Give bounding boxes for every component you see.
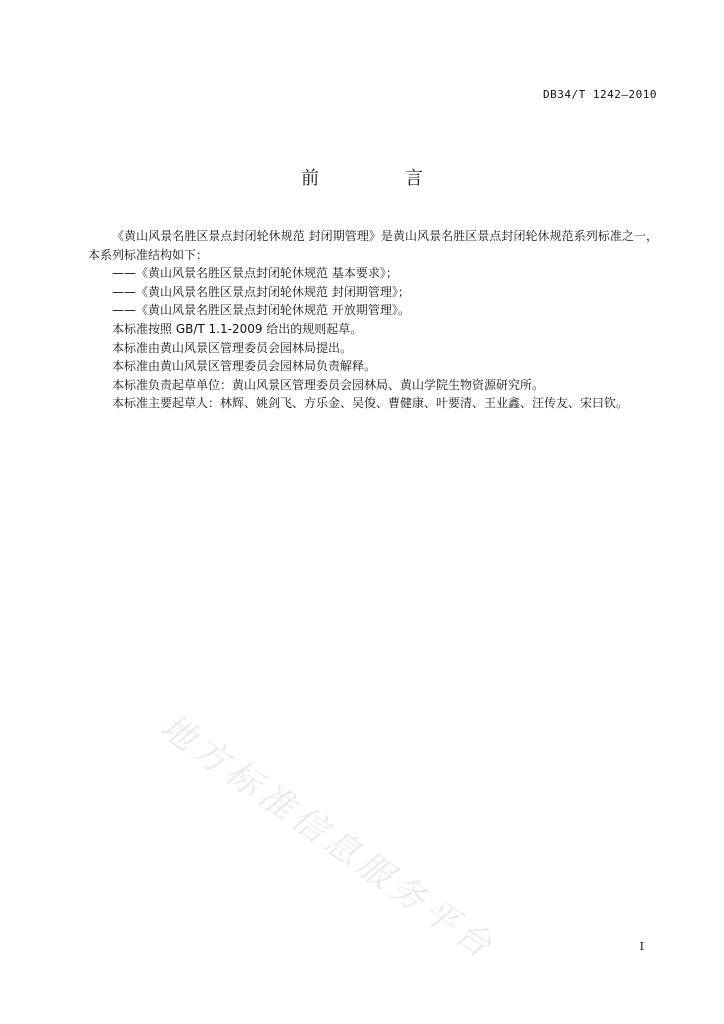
foreword-content	[88, 227, 658, 413]
intro-paragraph: 《黄山风景名胜区景点封闭轮休规范 封闭期管理》是黄山风景名胜区景点封闭轮休规范系列标准之一，本系列标准结构如下：	[88, 229, 658, 262]
drafters-paragraph: 本标准主要起草人：林辉、姚剑飞、方乐金、吴俊、曹健康、叶要清、王业鑫、汪传友、宋曰钦。	[112, 396, 629, 411]
document-code: DB34/T 1242—2010	[543, 88, 657, 101]
list-item: ——《黄山风景名胜区景点封闭轮休规范 开放期管理》。	[112, 303, 410, 318]
page-number: I	[639, 940, 644, 953]
watermark-text: 地方标准信息服务平台	[152, 706, 504, 969]
interpretation-paragraph: 本标准由黄山风景区管理委员会园林局负责解释。	[112, 359, 377, 374]
drafting-units-paragraph: 本标准负责起草单位：黄山风景区管理委员会园林局、黄山学院生物资源研究所。	[112, 377, 545, 392]
drafting-rules-paragraph: 本标准按照 GB/T 1.1-2009 给出的规则起草。	[112, 321, 363, 336]
list-item: ——《黄山风景名胜区景点封闭轮休规范 封闭期管理》；	[112, 284, 410, 299]
list-item: ——《黄山风景名胜区景点封闭轮休规范 基本要求》；	[112, 266, 398, 281]
section-title: 前 言	[301, 168, 463, 189]
proposer-paragraph: 本标准由黄山风景区管理委员会园林局提出。	[112, 340, 353, 355]
